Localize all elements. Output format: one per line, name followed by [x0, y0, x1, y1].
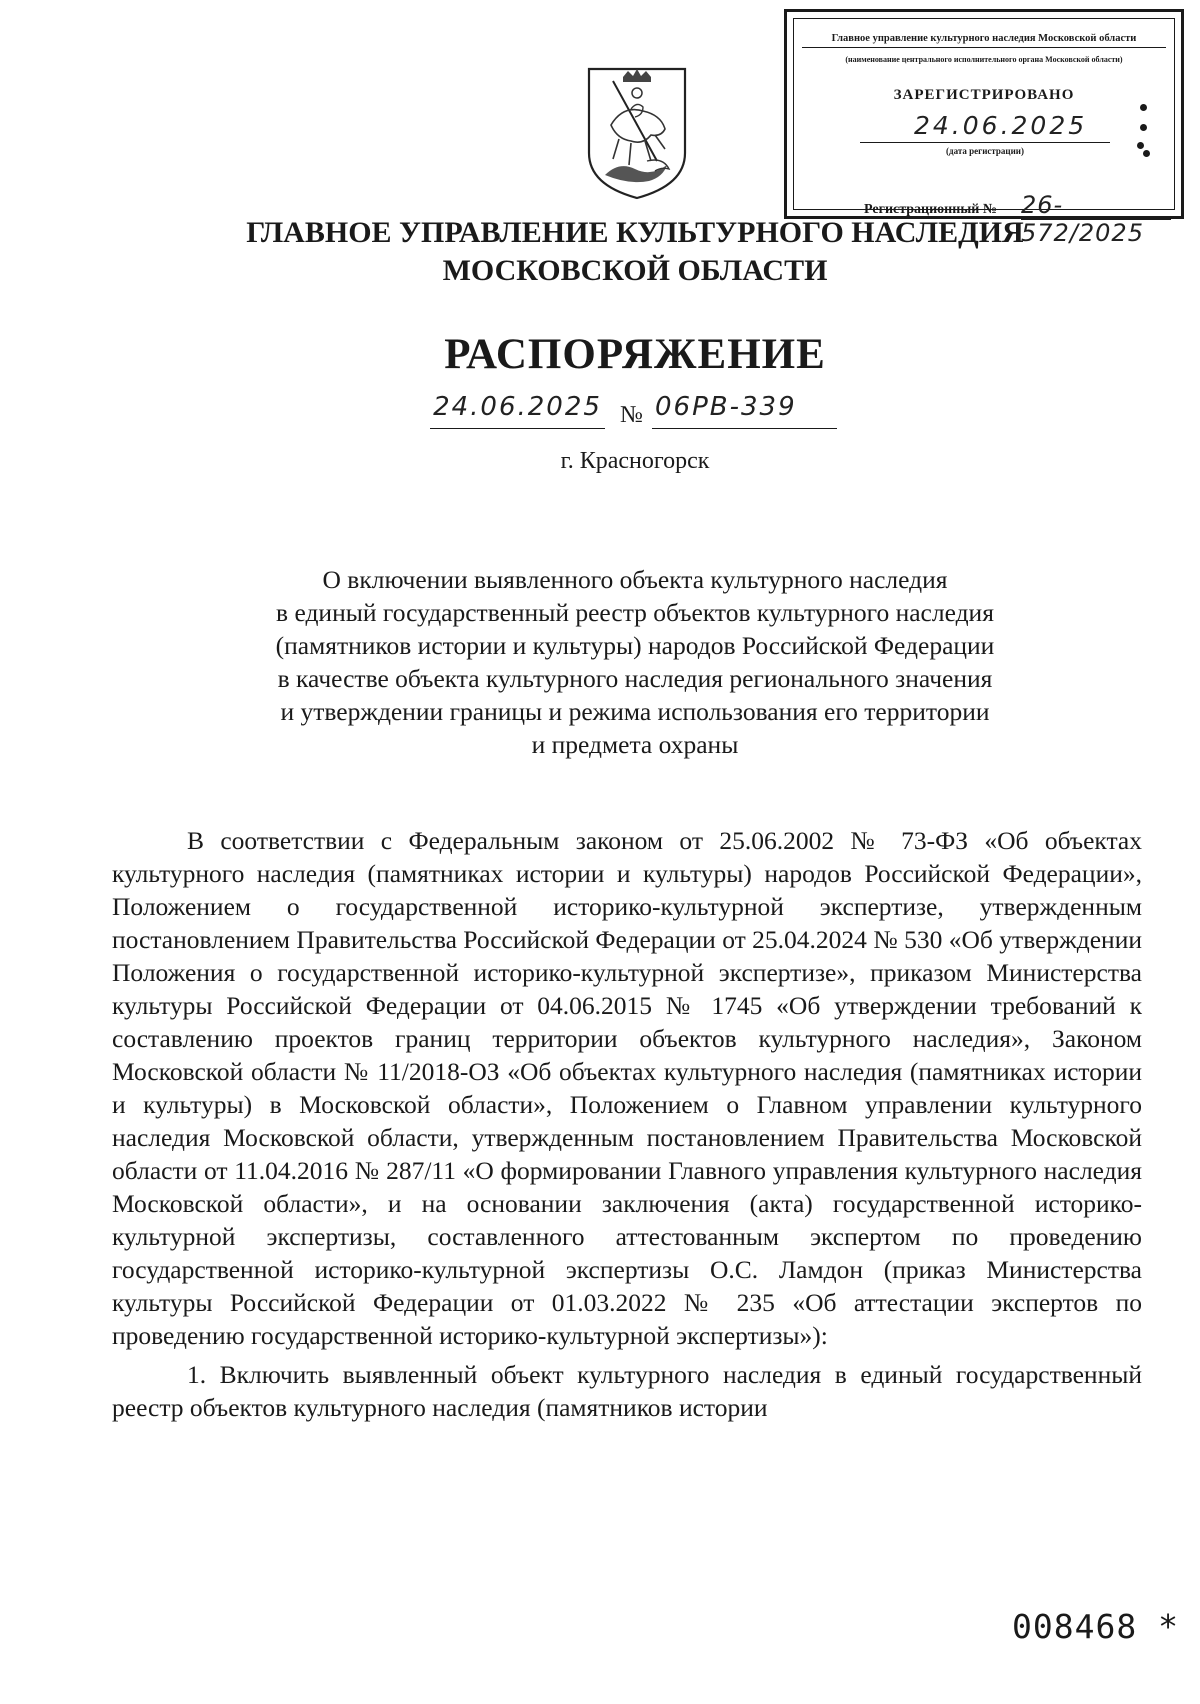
stamp-inner-frame	[793, 18, 1175, 247]
number-underline	[652, 428, 837, 429]
item-1-paragraph: 1. Включить выявленный объект культурного наследия в единый государственный реестр объектов культурного наследия (памятников истории	[112, 1360, 1142, 1422]
preamble-paragraph: В соответствии с Федеральным законом от 25.06.2002 № 73-ФЗ «Об объектах культурного наследия (памятниках истории и культуры) народов Российской Федерации», Положением о государственной историко-культурной экспертизе, утвержденным постановлением Правительства Российской Федерации от 25.04.2024 № 530 «Об утверждении Положения о государственной историко-культурной экспертизе», приказом Министерства культуры Российской Федерации от 04.06.2015 № 1745 «Об утверждении требований к составлению проектов границ территории объектов культурного наследия», Законом Московской области № 11/2018-ОЗ «Об объектах культурного наследия (памятниках истории и культуры) в Московской области», Положением о Главном управлении культурного наследия Московской области, утвержденным постановлением Правительства Московской области от 11.04.2016 № 287/11 «О формировании Главного управления культурного наследия Московской области», и на основании заключения (акта) государственной историко-культурной экспертизы, составленного аттестованным экспертом по проведению государственной историко-культурной экспертизы О.С. Ламдон (приказ Министерства культуры Российской Федерации от 01.03.2022 № 235 «Об аттестации экспертов по проведению государственной историко-культурной экспертизы»):	[112, 826, 1142, 1350]
stamp-dot	[1143, 150, 1150, 157]
document-type: РАСПОРЯЖЕНИЕ	[444, 331, 826, 378]
city: г. Красногорск	[560, 448, 710, 474]
stamp-dot	[1137, 142, 1144, 149]
document-date: 24.06.2025	[433, 392, 602, 422]
org-name-line1: ГЛАВНОЕ УПРАВЛЕНИЕ КУЛЬТУРНОГО НАСЛЕДИЯ	[246, 216, 1024, 249]
date-underline	[430, 428, 605, 429]
stamp-divider	[802, 47, 1166, 48]
stamp-date-caption: (дата регистрации)	[946, 146, 1024, 156]
registration-stamp	[784, 9, 1184, 247]
stamp-org: Главное управление культурного наследия Московской области	[831, 33, 1137, 44]
stamp-date-line	[860, 142, 1110, 143]
subject-line: в качестве объекта культурного наследия регионального значения	[277, 664, 993, 693]
stamp-org-note: (наименование центрального исполнительного органа Московской области)	[845, 55, 1123, 64]
subject-line: О включении выявленного объекта культурного наследия	[322, 565, 948, 594]
document-number: 06РВ-339	[655, 392, 797, 422]
stamp-registered: ЗАРЕГИСТРИРОВАНО	[893, 87, 1075, 103]
moscow-oblast-coat-of-arms-icon	[583, 65, 691, 201]
stamp-number: 26-572/2025	[1021, 191, 1144, 247]
stamp-number-label: Регистрационный №	[864, 202, 997, 217]
subject-line: в единый государственный реестр объектов культурного наследия	[276, 598, 994, 627]
subject-line: и утверждении границы и режима использования его территории	[280, 697, 990, 726]
stamp-date: 24.06.2025	[914, 111, 1088, 140]
document-subject	[130, 563, 1140, 761]
subject-line: (памятников истории и культуры) народов Российской Федерации	[275, 631, 995, 660]
stamp-dot	[1140, 104, 1147, 111]
subject-line: и предмета охраны	[531, 730, 739, 759]
number-sign: №	[620, 402, 643, 428]
stamp-dot	[1140, 124, 1147, 131]
org-name-line2: МОСКОВСКОЙ ОБЛАСТИ	[442, 254, 828, 287]
document-body	[112, 824, 1142, 1424]
serial-number: 008468 *	[1012, 1607, 1179, 1646]
